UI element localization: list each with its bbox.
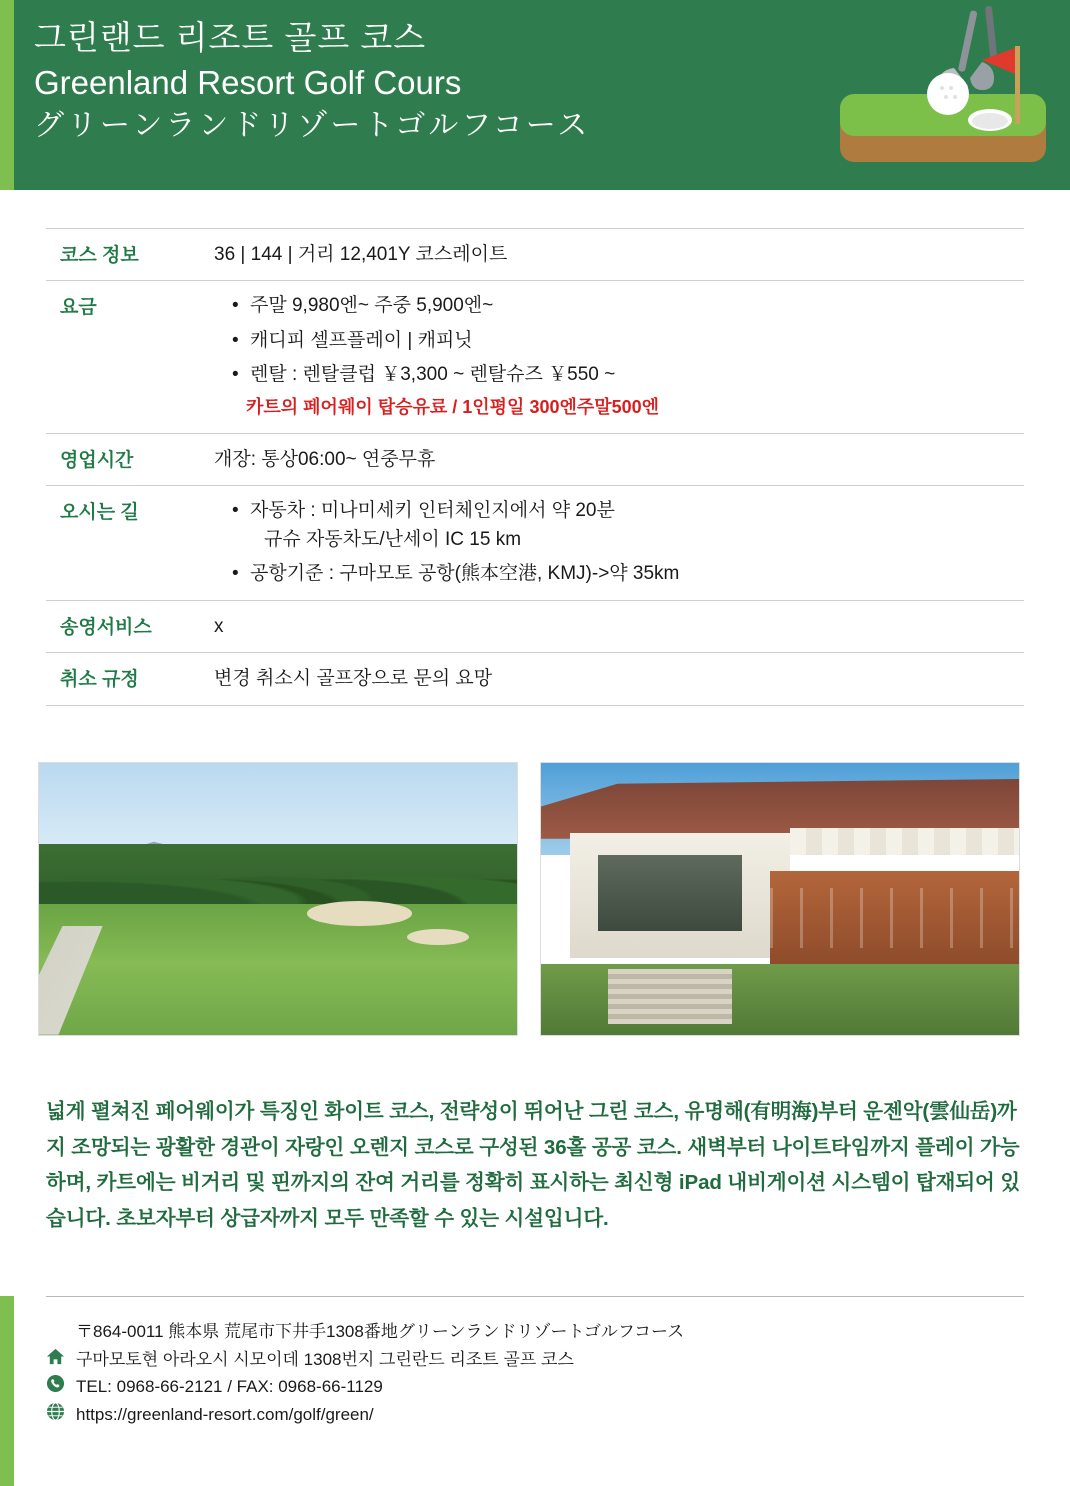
phone-icon	[46, 1374, 65, 1393]
fees-note: 카트의 페어웨이 탑승유료 / 1인평일 300엔주말500엔	[246, 396, 660, 417]
footer-address-ko-line	[46, 1346, 684, 1374]
table-row	[46, 486, 1024, 601]
directions-car: 자동차 : 미나미세키 인터체인지에서 약 20분	[250, 500, 615, 522]
table-row	[46, 600, 1024, 652]
row-value-hours: 개장: 통상06:00~ 연중무휴	[214, 448, 436, 470]
footer-website-line[interactable]	[46, 1401, 684, 1429]
golf-green-illustration	[812, 2, 1062, 187]
photo-fairway	[39, 904, 517, 1035]
row-label-directions: 오시는 길	[60, 502, 139, 524]
list-item: • 공항기준 : 구마모토 공항(熊本空港, KMJ)->약 35km	[236, 560, 1024, 589]
golf-ball-icon	[927, 73, 969, 115]
fairway-photo	[38, 762, 518, 1036]
footer-address-ko: 구마모토현 아라오시 시모이데 1308번지 그린란드 리조트 골프 코스	[76, 1349, 574, 1369]
globe-icon	[46, 1402, 65, 1421]
list-item: • 주말 9,980엔~ 주중 5,900엔~	[236, 292, 1024, 321]
page-title-ko: 그린랜드 리조트 골프 코스	[34, 19, 427, 56]
table-row	[46, 229, 1024, 281]
footer-phone-line	[46, 1373, 684, 1401]
table-row	[46, 653, 1024, 705]
row-label-shuttle: 송영서비스	[60, 616, 152, 638]
photo-railing	[770, 888, 1019, 948]
photo-window	[598, 855, 741, 931]
row-value-fees	[210, 281, 1024, 433]
clubhouse-photo	[540, 762, 1020, 1036]
list-item	[236, 497, 1024, 554]
page-footer	[0, 1296, 1070, 1486]
row-label-fees: 요금	[60, 297, 97, 319]
list-item: • 렌탈 : 렌탈클럽 ￥3,300 ~ 렌탈슈즈 ￥550 ~	[236, 361, 1024, 390]
footer-divider	[46, 1296, 1024, 1297]
header-accent-stripe	[0, 0, 14, 190]
row-label-course-info: 코스 정보	[60, 245, 139, 266]
table-row	[46, 433, 1024, 485]
home-icon	[46, 1347, 65, 1366]
fees-list	[214, 292, 1024, 390]
photo-canopy	[790, 828, 1019, 855]
table-row	[46, 281, 1024, 433]
footer-contact-block	[46, 1318, 684, 1428]
page-header	[0, 0, 1070, 190]
footer-accent-stripe	[0, 1296, 14, 1486]
page-title-en: Greenland Resort Golf Cours	[34, 63, 462, 101]
photo-steps	[608, 969, 732, 1023]
photo-bunker-secondary	[407, 929, 469, 945]
photo-bunker	[307, 901, 412, 925]
row-value-directions	[210, 486, 1024, 601]
course-description: 넓게 펼쳐진 페어웨이가 특징인 화이트 코스, 전략성이 뛰어난 그린 코스, 유명해(有明海)부터 운젠악(雲仙岳)까지 조망되는 광활한 경관이 자랑인 오렌지 코스로 구성된 36홀 공공 코스. 새벽부터 나이트타임까지 플레이 가능하며, 카트에는 비거리 및 핀까지의 잔여 거리를 정확히 표시하는 최신형 iPad 내비게이션 시스템이 탑재되어 있습니다. 초보자부터 상급자까지 모두 만족할 수 있는 시설입니다.	[46, 1099, 1021, 1231]
footer-address-jp: 〒864-0011 熊本県 荒尾市下井手1308番地グリーンランドリゾートゴルフコース	[76, 1322, 685, 1341]
row-value-shuttle: x	[214, 615, 224, 637]
row-value-course-info: 36 | 144 | 거리 12,401Y 코스레이트	[214, 244, 508, 265]
directions-car-sub: 규슈 자동차도/난세이 IC 15 km	[264, 528, 522, 550]
row-label-hours: 영업시간	[60, 449, 134, 471]
course-info-table	[46, 228, 1024, 706]
page-title-jp: グリーンランドリゾートゴルフコース	[34, 109, 591, 143]
header-title-group	[34, 16, 590, 147]
photo-gallery	[38, 762, 1038, 1036]
footer-phone: TEL: 0968-66-2121 / FAX: 0968-66-1129	[76, 1377, 383, 1397]
list-item: • 캐디피 셀프플레이 | 캐피닛	[236, 327, 1024, 356]
row-label-cancellation: 취소 규정	[60, 669, 139, 691]
row-value-cancellation: 변경 취소시 골프장으로 문의 요망	[214, 668, 493, 690]
directions-list	[214, 497, 1024, 589]
footer-website[interactable]: https://greenland-resort.com/golf/green/	[76, 1404, 374, 1424]
